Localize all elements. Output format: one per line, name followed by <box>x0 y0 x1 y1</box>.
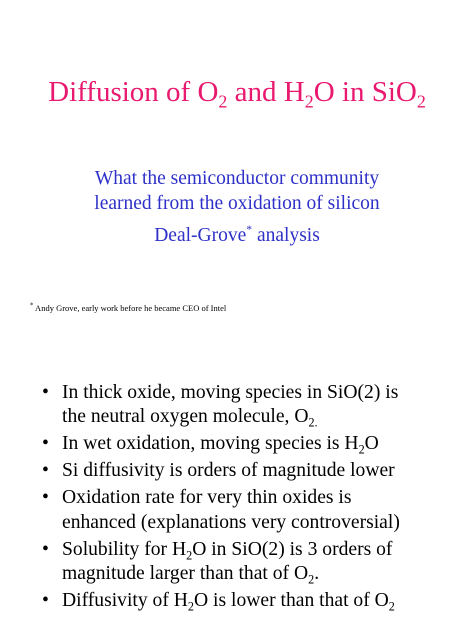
bullet-item <box>0 459 474 483</box>
bullet-marker: • <box>42 382 49 403</box>
bullet-line <box>62 432 474 456</box>
bullet-text: Solubility for H <box>62 538 187 560</box>
bullet-subscript: 2. <box>308 415 318 430</box>
bullet-text: In wet oxidation, moving species is H <box>62 433 359 455</box>
title-subscript: 2 <box>416 91 426 112</box>
bullet-marker: • <box>42 433 49 455</box>
bullet-subscript: 2 <box>186 547 193 562</box>
bullet-line <box>62 562 474 586</box>
subtitle-line-2: learned from the oxidation of silicon <box>94 193 380 214</box>
subtitle-text: Deal-Grove <box>154 225 247 246</box>
title-subscript: 2 <box>218 91 228 112</box>
bullet-marker: • <box>42 487 49 509</box>
bullet-marker: • <box>42 460 49 482</box>
title-text: and H <box>227 76 305 108</box>
bullet-marker: • <box>42 589 49 611</box>
bullet-item <box>0 486 474 535</box>
bullet-item <box>0 432 474 456</box>
subtitle-line-1: What the semiconductor community <box>94 168 380 189</box>
bullet-subscript: 2 <box>308 572 315 587</box>
bullet-line: In thick oxide, moving species in SiO(2) is <box>62 382 399 403</box>
footnote <box>30 303 226 314</box>
bullet-line <box>62 405 474 429</box>
bullet-marker: • <box>42 538 49 560</box>
title-subscript: 2 <box>304 91 314 112</box>
bullet-text: O <box>364 433 379 455</box>
bullet-item <box>0 538 474 587</box>
bullet-text: the neutral oxygen molecule, O <box>62 406 309 428</box>
bullet-text: Diffusivity of H <box>62 589 188 611</box>
subtitle-text: analysis <box>252 225 320 246</box>
footnote-text: Andy Grove, early work before he became CEO of Intel <box>33 303 227 313</box>
bullet-line: enhanced (explanations very controversial) <box>62 511 400 533</box>
title-text: O in SiO <box>313 76 417 108</box>
bullet-text: magnitude larger than that of O <box>62 562 309 584</box>
bullet-line <box>62 538 474 562</box>
bullet-subscript: 2 <box>358 442 365 457</box>
bullet-text: O is lower than that of O <box>193 589 389 611</box>
bullet-list <box>0 381 474 616</box>
title-text: Diffusion of O <box>48 76 219 108</box>
bullet-item <box>0 381 474 430</box>
bullet-item <box>0 589 474 613</box>
subtitle-line-3 <box>0 223 474 249</box>
bullet-text: . <box>314 562 320 584</box>
bullet-subscript: 2 <box>187 599 194 614</box>
slide-title <box>0 72 474 112</box>
bullet-line: Oxidation rate for very thin oxides is <box>62 487 352 509</box>
footnote-marker: * <box>30 302 34 310</box>
bullet-line: Si diffusivity is orders of magnitude lower <box>62 460 395 482</box>
bullet-text: O in SiO(2) is 3 orders of <box>192 538 393 560</box>
footnote-marker: * <box>246 222 253 236</box>
bullet-subscript: 2 <box>388 599 395 614</box>
bullet-line <box>62 589 474 613</box>
